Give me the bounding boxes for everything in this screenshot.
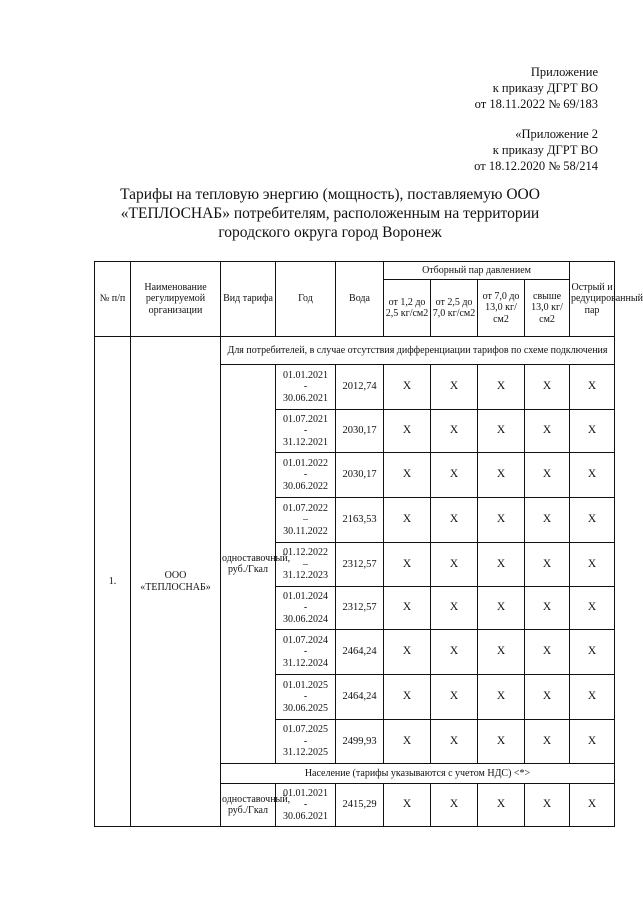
period-dash: - xyxy=(303,691,308,703)
organization-name: ООО «ТЕПЛОСНАБ» xyxy=(131,337,221,827)
steam-tariff-cell: Х xyxy=(431,784,478,827)
steam-tariff-cell: Х xyxy=(570,675,615,720)
header-sharp-steam: Острый и редуцированный пар xyxy=(570,262,615,337)
steam-tariff-cell: Х xyxy=(384,498,431,543)
steam-tariff-cell: Х xyxy=(431,410,478,453)
period-dash: – xyxy=(303,558,308,570)
appendix2-line: «Приложение 2 xyxy=(515,127,598,141)
header-tariff-type: Вид тарифа xyxy=(221,262,276,337)
title-line: городского округа город Воронеж xyxy=(218,224,442,241)
period-to: 30.11.2022 xyxy=(283,525,328,537)
steam-tariff-cell: Х xyxy=(570,453,615,498)
section-row xyxy=(95,337,615,365)
steam-tariff-cell: Х xyxy=(431,498,478,543)
header-steam-group: Отборный пар давлением xyxy=(384,262,570,280)
period-from: 01.01.2022 xyxy=(283,457,328,469)
period-to: 31.12.2021 xyxy=(283,436,328,448)
water-tariff: 2464,24 xyxy=(336,675,384,720)
steam-tariff-cell: Х xyxy=(478,675,525,720)
appendix2-line: от 18.12.2020 № 58/214 xyxy=(474,159,598,173)
steam-tariff-cell: Х xyxy=(431,453,478,498)
period-to: 31.12.2024 xyxy=(283,657,328,669)
appendix-line: Приложение xyxy=(530,65,598,79)
steam-tariff-cell: Х xyxy=(478,410,525,453)
period-to: 31.12.2023 xyxy=(283,570,328,582)
water-tariff: 2030,17 xyxy=(336,410,384,453)
steam-tariff-cell: Х xyxy=(525,587,570,630)
steam-tariff-cell: Х xyxy=(525,720,570,764)
steam-tariff-cell: Х xyxy=(525,784,570,827)
header-steam-1: от 1,2 до 2,5 кг/см2 xyxy=(384,280,431,337)
period-cell xyxy=(276,365,336,410)
steam-tariff-cell: Х xyxy=(384,543,431,587)
period-from: 01.07.2021 xyxy=(283,413,328,425)
period-cell xyxy=(276,720,336,764)
steam-tariff-cell: Х xyxy=(525,675,570,720)
steam-tariff-cell: Х xyxy=(570,365,615,410)
water-tariff: 2312,57 xyxy=(336,543,384,587)
tariff-type: одноставочный, руб./Гкал xyxy=(221,365,276,764)
period-from: 01.12.2022 xyxy=(283,547,328,559)
steam-tariff-cell: Х xyxy=(570,720,615,764)
period-from: 01.01.2025 xyxy=(283,679,328,691)
header-steam-4: свыше 13,0 кг/см2 xyxy=(525,280,570,337)
row-number: 1. xyxy=(95,337,131,827)
tariff-table xyxy=(94,261,643,827)
water-tariff: 2012,74 xyxy=(336,365,384,410)
period-from: 01.07.2022 xyxy=(283,502,328,514)
period-dash: - xyxy=(303,425,308,437)
table-body xyxy=(95,337,615,827)
steam-tariff-cell: Х xyxy=(525,498,570,543)
period-to: 30.06.2024 xyxy=(283,613,328,625)
period-cell xyxy=(276,410,336,453)
steam-tariff-cell: Х xyxy=(431,587,478,630)
steam-tariff-cell: Х xyxy=(478,587,525,630)
appendix-line: к приказу ДГРТ ВО xyxy=(492,81,598,95)
period-to: 30.06.2021 xyxy=(283,810,328,822)
water-tariff: 2312,57 xyxy=(336,587,384,630)
period-to: 31.12.2025 xyxy=(283,747,328,759)
period-dash: - xyxy=(303,381,308,393)
steam-tariff-cell: Х xyxy=(570,498,615,543)
steam-tariff-cell: Х xyxy=(525,453,570,498)
header-org: Наименование регулируемой организации xyxy=(131,262,221,337)
steam-tariff-cell: Х xyxy=(431,720,478,764)
period-to: 30.06.2025 xyxy=(283,702,328,714)
period-from: 01.01.2021 xyxy=(283,787,328,799)
steam-tariff-cell: Х xyxy=(431,675,478,720)
period-dash: - xyxy=(303,735,308,747)
period-cell xyxy=(276,453,336,498)
water-tariff: 2163,53 xyxy=(336,498,384,543)
title-line: «ТЕПЛОСНАБ» потребителям, расположенным на территории xyxy=(120,205,540,222)
header-steam-3: от 7,0 до 13,0 кг/см2 xyxy=(478,280,525,337)
period-cell xyxy=(276,543,336,587)
period-from: 01.07.2025 xyxy=(283,724,328,736)
steam-tariff-cell: Х xyxy=(384,453,431,498)
header-water: Вода xyxy=(336,262,384,337)
steam-tariff-cell: Х xyxy=(478,453,525,498)
period-cell xyxy=(276,630,336,675)
period-dash: - xyxy=(303,602,308,614)
steam-tariff-cell: Х xyxy=(384,410,431,453)
period-to: 30.06.2022 xyxy=(283,480,328,492)
period-dash: - xyxy=(303,799,308,811)
water-tariff: 2499,93 xyxy=(336,720,384,764)
header-steam-2: от 2,5 до 7,0 кг/см2 xyxy=(431,280,478,337)
period-dash: - xyxy=(303,469,308,481)
period-cell xyxy=(276,784,336,827)
period-dash: – xyxy=(303,514,308,526)
steam-tariff-cell: Х xyxy=(525,410,570,453)
period-from: 01.01.2021 xyxy=(283,369,328,381)
steam-tariff-cell: Х xyxy=(384,630,431,675)
period-from: 01.07.2024 xyxy=(283,634,328,646)
steam-tariff-cell: Х xyxy=(384,587,431,630)
steam-tariff-cell: Х xyxy=(570,543,615,587)
header-year: Год xyxy=(276,262,336,337)
appendix-reference xyxy=(475,64,598,112)
steam-tariff-cell: Х xyxy=(570,587,615,630)
appendix2-line: к приказу ДГРТ ВО xyxy=(492,143,598,157)
steam-tariff-cell: Х xyxy=(525,630,570,675)
period-cell xyxy=(276,587,336,630)
section-title: Для потребителей, в случае отсутствия дифференциации тарифов по схеме подключения xyxy=(221,337,615,365)
water-tariff: 2464,24 xyxy=(336,630,384,675)
steam-tariff-cell: Х xyxy=(570,410,615,453)
water-tariff: 2030,17 xyxy=(336,453,384,498)
title-line: Тарифы на тепловую энергию (мощность), поставляемую ООО xyxy=(120,186,540,203)
steam-tariff-cell: Х xyxy=(478,365,525,410)
steam-tariff-cell: Х xyxy=(431,543,478,587)
steam-tariff-cell: Х xyxy=(478,543,525,587)
steam-tariff-cell: Х xyxy=(525,543,570,587)
document-title xyxy=(95,185,565,242)
steam-tariff-cell: Х xyxy=(478,630,525,675)
steam-tariff-cell: Х xyxy=(384,365,431,410)
period-from: 01.01.2024 xyxy=(283,590,328,602)
steam-tariff-cell: Х xyxy=(384,784,431,827)
steam-tariff-cell: Х xyxy=(478,498,525,543)
steam-tariff-cell: Х xyxy=(570,784,615,827)
steam-tariff-cell: Х xyxy=(384,675,431,720)
steam-tariff-cell: Х xyxy=(570,630,615,675)
section-title: Население (тарифы указываются с учетом НДС) <*> xyxy=(221,764,615,784)
water-tariff: 2415,29 xyxy=(336,784,384,827)
steam-tariff-cell: Х xyxy=(478,784,525,827)
appendix-line: от 18.11.2022 № 69/183 xyxy=(474,97,598,111)
period-cell xyxy=(276,675,336,720)
header-num: № п/п xyxy=(95,262,131,337)
steam-tariff-cell: Х xyxy=(525,365,570,410)
tariff-type: одноставочный, руб./Гкал xyxy=(221,784,276,827)
period-cell xyxy=(276,498,336,543)
steam-tariff-cell: Х xyxy=(478,720,525,764)
period-to: 30.06.2021 xyxy=(283,392,328,404)
steam-tariff-cell: Х xyxy=(431,365,478,410)
period-dash: - xyxy=(303,646,308,658)
steam-tariff-cell: Х xyxy=(431,630,478,675)
steam-tariff-cell: Х xyxy=(384,720,431,764)
appendix2-reference xyxy=(474,126,598,174)
